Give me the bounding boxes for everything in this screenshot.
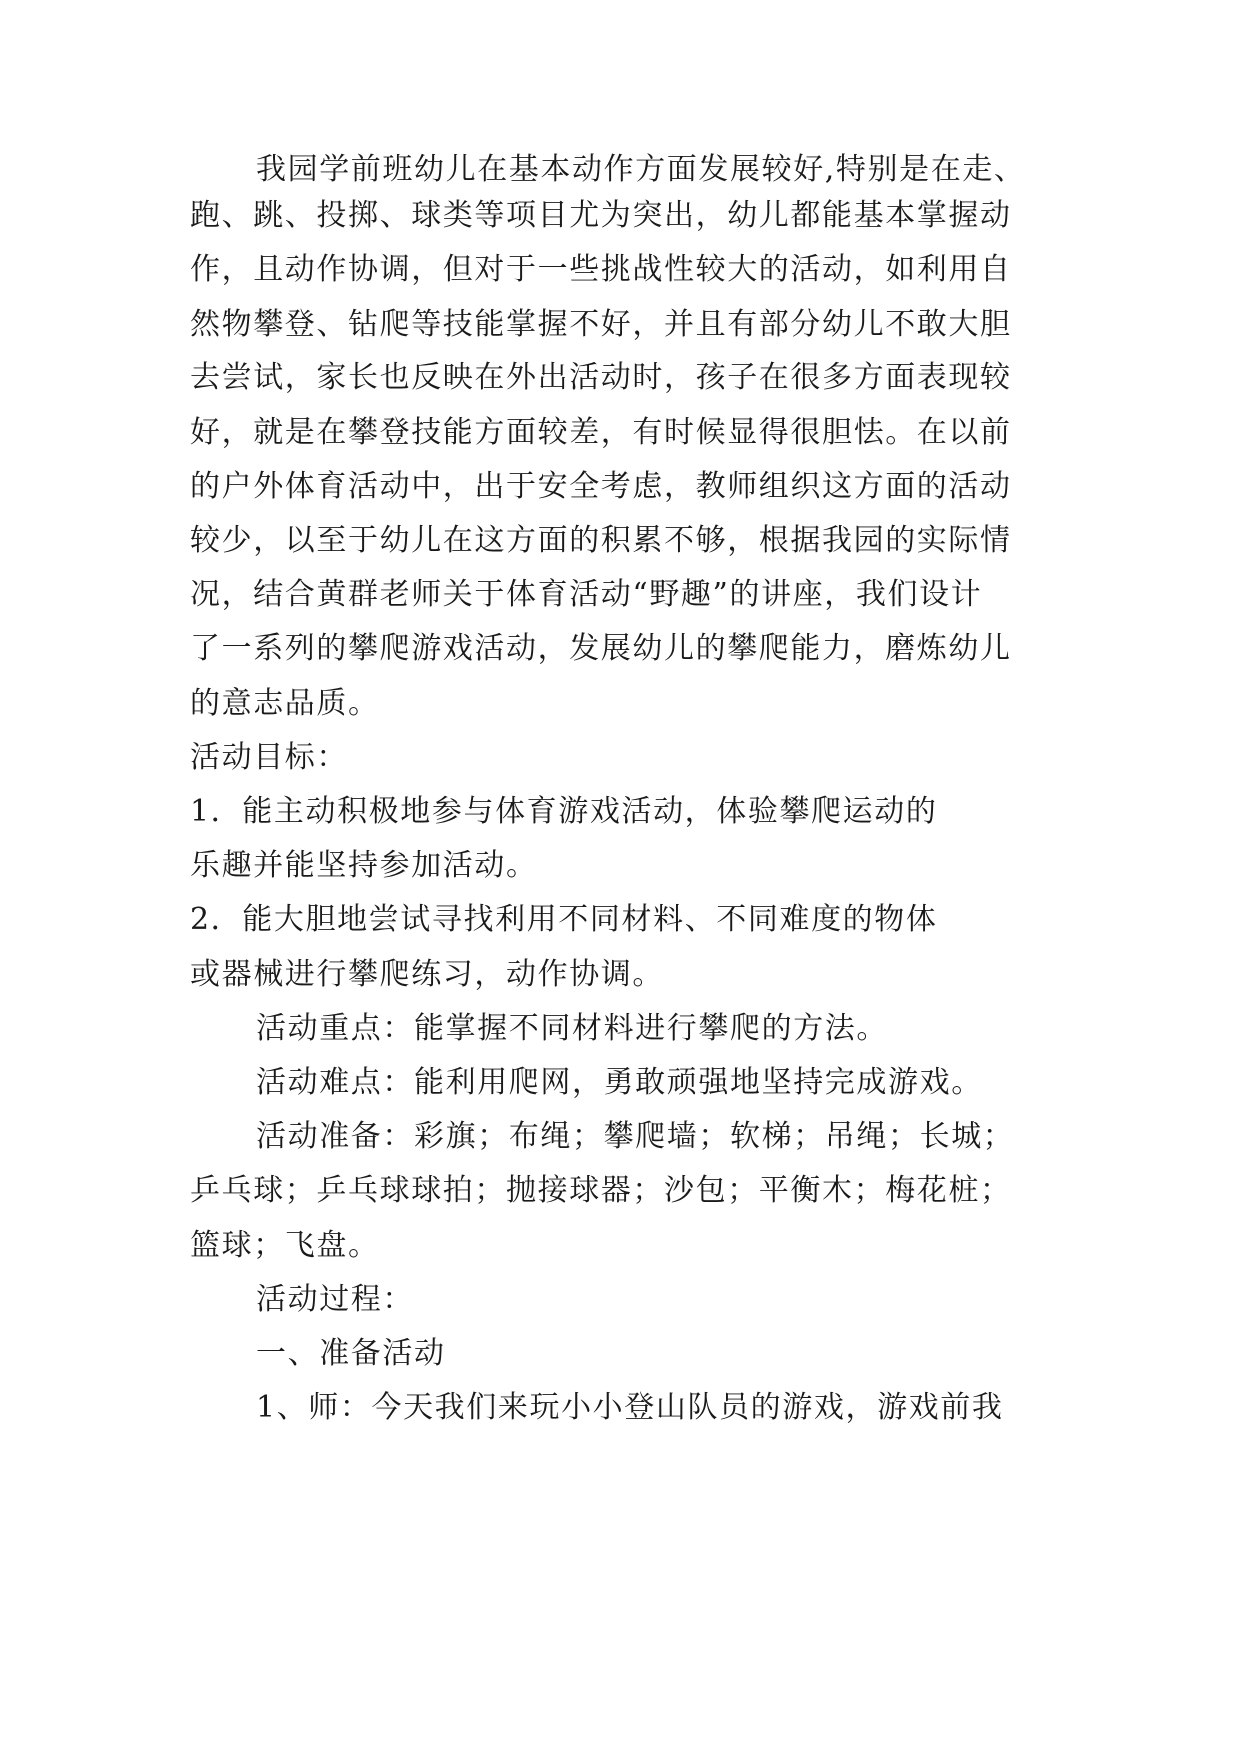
paragraph-line: 篮球；飞盘。 bbox=[190, 1228, 380, 1263]
paragraph-line: 去尝试，家长也反映在外出活动时，孩子在很多方面表现较 bbox=[190, 360, 1012, 395]
paragraph-line: 活动目标： bbox=[190, 740, 348, 775]
paragraph-line: 2．能大胆地尝试寻找利用不同材料、不同难度的物体 bbox=[190, 902, 938, 937]
paragraph-line: 的意志品质。 bbox=[190, 686, 380, 721]
paragraph-line: 活动难点：能利用爬网，勇敢顽强地坚持完成游戏。 bbox=[256, 1065, 983, 1100]
paragraph-line: 况，结合黄群老师关于体育活动“野趣”的讲座，我们设计 bbox=[190, 577, 983, 612]
paragraph-line: 乐趣并能坚持参加活动。 bbox=[190, 848, 538, 883]
paragraph-line: 或器械进行攀爬练习，动作协调。 bbox=[190, 957, 664, 992]
paragraph-line: 然物攀登、钻爬等技能掌握不好，并且有部分幼儿不敢大胆 bbox=[190, 307, 1012, 342]
paragraph-line: 活动过程： bbox=[256, 1282, 414, 1317]
paragraph-line: 作，且动作协调，但对于一些挑战性较大的活动，如利用自 bbox=[190, 252, 1012, 287]
paragraph-line: 1、师：今天我们来玩小小登山队员的游戏，游戏前我 bbox=[256, 1390, 1004, 1425]
paragraph-line: 乒乓球；乒乓球球拍；抛接球器；沙包；平衡木；梅花桩； bbox=[190, 1173, 1012, 1208]
paragraph-line: 活动准备：彩旗；布绳；攀爬墙；软梯；吊绳；长城； bbox=[256, 1119, 1015, 1154]
paragraph-line: 了一系列的攀爬游戏活动，发展幼儿的攀爬能力，磨炼幼儿 bbox=[190, 631, 1012, 666]
paragraph-line: 我园学前班幼儿在基本动作方面发展较好,特别是在走、 bbox=[256, 152, 1026, 187]
paragraph-line: 一、准备活动 bbox=[256, 1336, 446, 1371]
paragraph-line: 1．能主动积极地参与体育游戏活动，体验攀爬运动的 bbox=[190, 794, 938, 829]
paragraph-line: 的户外体育活动中，出于安全考虑，教师组织这方面的活动 bbox=[190, 469, 1012, 504]
paragraph-line: 较少，以至于幼儿在这方面的积累不够，根据我园的实际情 bbox=[190, 523, 1012, 558]
paragraph-line: 跑、跳、投掷、球类等项目尤为突出，幼儿都能基本掌握动 bbox=[190, 198, 1012, 233]
paragraph-line: 好，就是在攀登技能方面较差，有时候显得很胆怯。在以前 bbox=[190, 415, 1012, 450]
paragraph-line: 活动重点：能掌握不同材料进行攀爬的方法。 bbox=[256, 1011, 888, 1046]
